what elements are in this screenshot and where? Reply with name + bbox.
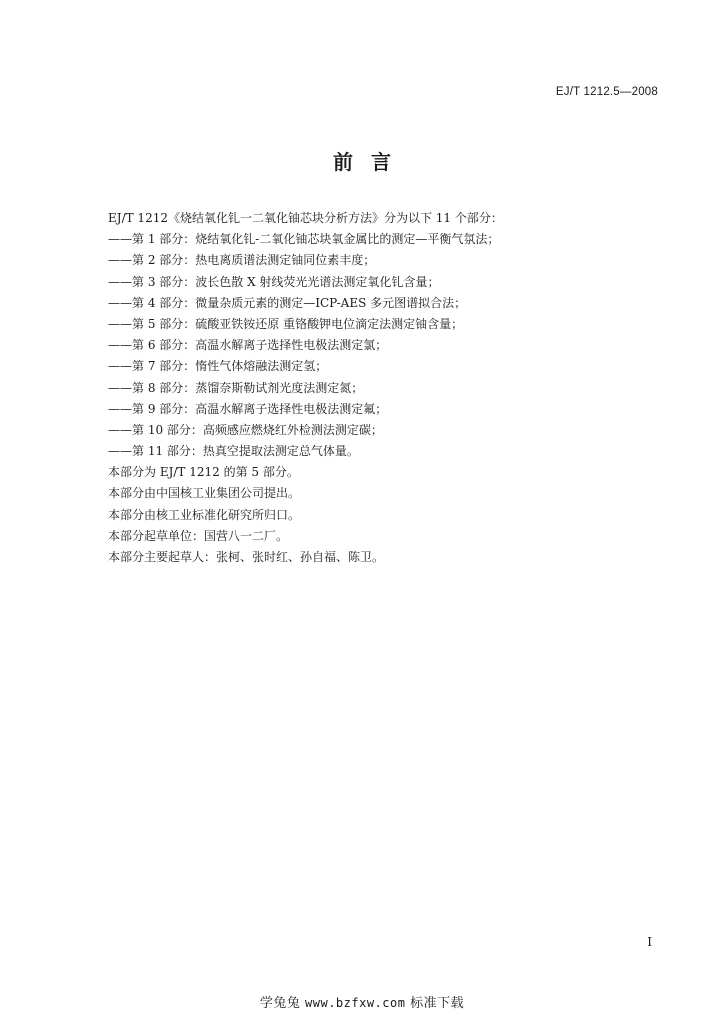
intro-line: EJ/T 1212《烧结氧化钆一二氧化铀芯块分析方法》分为以下 11 个部分： <box>108 211 503 225</box>
watermark-prefix: 学兔兔 <box>259 996 301 1011</box>
drafters-statement: 本部分主要起草人：张柯、张时红、孙自福、陈卫。 <box>108 550 385 564</box>
foreword-body <box>108 208 668 568</box>
part-11-line: ——第 11 部分：热真空提取法测定总气体量。 <box>108 444 359 459</box>
part-5-line: ——第 5 部分：硫酸亚铁铵还原 重铬酸钾电位滴定法测定铀含量； <box>108 316 464 331</box>
watermark-suffix: 标准下载 <box>410 996 465 1011</box>
page-number: I <box>647 935 652 949</box>
part-7-line: ——第 7 部分：惰性气体熔融法测定氢； <box>108 359 328 374</box>
part-9-line: ——第 9 部分：高温水解离子选择性电极法测定氟； <box>108 401 388 416</box>
part-10-line: ——第 10 部分：高频感应燃烧红外检测法测定碳； <box>108 422 383 437</box>
part-4-line: ——第 4 部分：微量杂质元素的测定—ICP-AES 多元图谱拟合法； <box>108 295 467 310</box>
download-watermark <box>0 992 724 1011</box>
responsible-org-statement: 本部分由核工业标准化研究所归口。 <box>108 507 301 522</box>
proposer-statement: 本部分由中国核工业集团公司提出。 <box>108 486 301 501</box>
this-part-statement: 本部分为 EJ/T 1212 的第 5 部分。 <box>108 465 299 480</box>
part-2-line: ——第 2 部分：热电离质谱法测定铀同位素丰度； <box>108 253 376 268</box>
part-8-line: ——第 8 部分：蒸馏奈斯勒试剂光度法测定氮； <box>108 380 364 395</box>
part-6-line: ——第 6 部分：高温水解离子选择性电极法测定氯； <box>108 338 388 353</box>
drafting-unit-statement: 本部分起草单位：国营八一二厂。 <box>108 528 289 543</box>
page-title: 前言 <box>333 150 409 174</box>
part-1-line: ——第 1 部分：烧结氧化钆-二氧化铀芯块氧金属比的测定—平衡气氛法； <box>108 232 500 247</box>
watermark-url: www.bzfxw.com <box>305 996 406 1010</box>
part-3-line: ——第 3 部分：波长色散 X 射线荧光光谱法测定氧化钆含量； <box>108 274 440 289</box>
document-code: EJ/T 1212.5—2008 <box>555 86 658 98</box>
